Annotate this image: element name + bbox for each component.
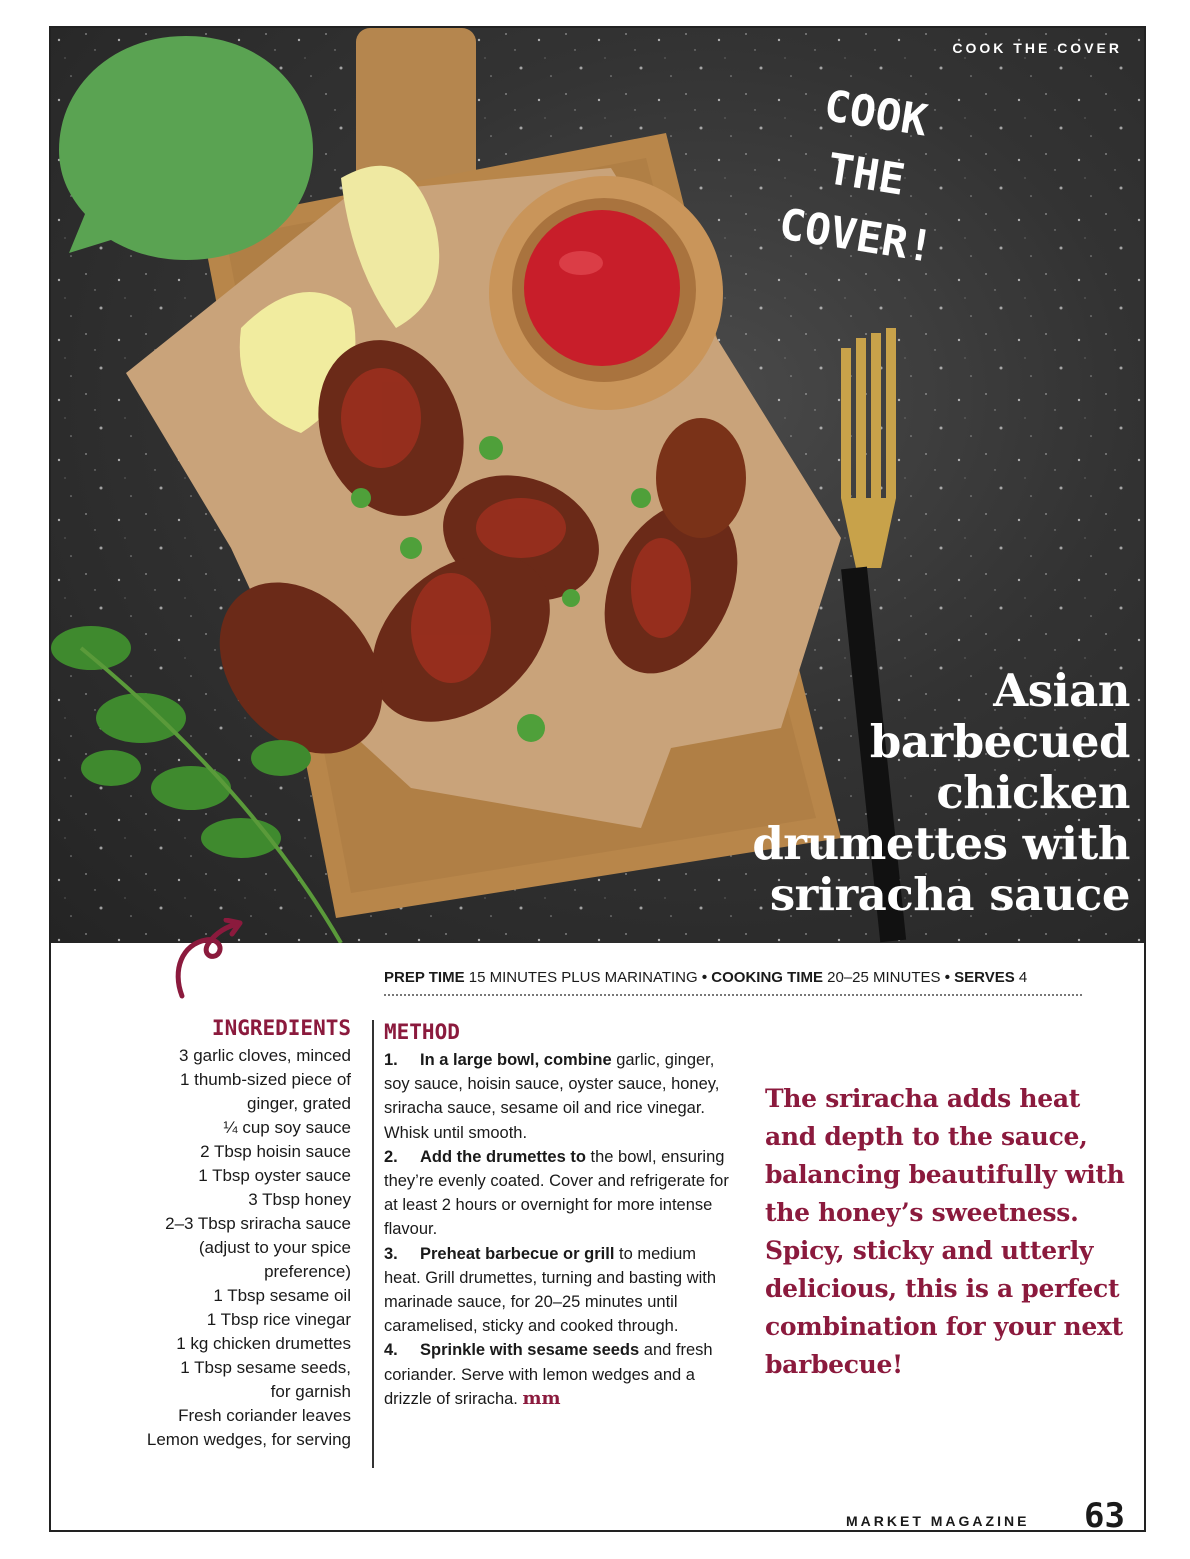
- step-number: 3.: [384, 1244, 398, 1263]
- step-text: and fresh coriander. Serve with lemon wedges and a drizzle of sriracha.: [384, 1341, 713, 1408]
- ingredient-item: 3 garlic cloves, minced: [179, 1046, 351, 1065]
- cook-value: 20–25 MINUTES: [827, 969, 941, 986]
- title-line: barbecued: [869, 715, 1130, 768]
- meta-separator: •: [701, 969, 708, 986]
- badge-text: [753, 68, 980, 283]
- step-number: 1.: [384, 1051, 398, 1069]
- method-steps: [384, 1048, 736, 1411]
- ingredients-list: [90, 1044, 351, 1452]
- title-line: chicken: [936, 766, 1130, 819]
- step-text: garlic, ginger, soy sauce, hoisin sauce, oyster sauce, honey, sriracha sauce, sesame oil and rice vinegar. Whisk until smooth.: [384, 1051, 720, 1142]
- section-kicker: COOK THE COVER: [952, 40, 1122, 56]
- ingredient-item: ginger, grated: [247, 1094, 351, 1113]
- step-lead: In a large bowl, combine: [420, 1051, 612, 1069]
- pull-quote: The sriracha adds heat and depth to the sauce, balancing beautifully with the honey’s sweetness. Spicy, sticky and utterly delicious, this is a perfect combination for your next barbecue!: [765, 1084, 1125, 1379]
- method-step: [384, 1048, 736, 1145]
- hero-photo: [51, 28, 1144, 943]
- ingredient-item: 3 Tbsp honey: [248, 1190, 351, 1209]
- badge-line: COOK: [820, 80, 931, 147]
- step-number: 4.: [384, 1341, 398, 1360]
- column-divider: [372, 1020, 374, 1468]
- title-line: Asian: [993, 664, 1130, 717]
- prep-value: 15 MINUTES PLUS MARINATING: [468, 969, 698, 986]
- ingredient-item: Lemon wedges, for serving: [146, 1430, 351, 1449]
- method-section: [384, 1020, 736, 1411]
- step-lead: Sprinkle with sesame seeds: [420, 1341, 640, 1360]
- ingredient-item: ¼ cup soy sauce: [223, 1118, 351, 1137]
- cook-label: COOKING TIME: [711, 969, 823, 986]
- badge-line: THE: [823, 144, 909, 206]
- method-step: [384, 1145, 736, 1242]
- step-number: 2.: [384, 1147, 398, 1166]
- curved-arrow-icon: [168, 918, 248, 1000]
- ingredient-item: (adjust to your spice: [198, 1238, 351, 1257]
- ingredient-item: preference): [264, 1262, 351, 1281]
- method-heading: METHOD: [384, 1020, 460, 1044]
- badge-line: COVER!: [775, 199, 937, 274]
- sauce-bowl: [489, 176, 723, 410]
- title-line: sriracha sauce: [769, 868, 1130, 921]
- prep-label: PREP TIME: [384, 969, 465, 986]
- ingredient-item: 1 Tbsp sesame seeds,: [180, 1358, 351, 1377]
- ingredient-item: 1 Tbsp sesame oil: [213, 1286, 351, 1305]
- ingredient-item: 2–3 Tbsp sriracha sauce: [165, 1214, 351, 1233]
- serves-label: SERVES: [954, 969, 1015, 986]
- footer-magazine-name: MARKET MAGAZINE: [846, 1513, 1030, 1529]
- ingredient-item: 1 Tbsp oyster sauce: [198, 1166, 351, 1185]
- ingredient-item: 1 Tbsp rice vinegar: [206, 1310, 351, 1329]
- cook-the-cover-badge: [51, 28, 321, 268]
- meta-separator: •: [944, 969, 950, 986]
- step-text: the bowl, ensuring they’re evenly coated. Cover and refrigerate for at least 2 hours or overnight for more intense flavour.: [384, 1147, 729, 1239]
- method-step: [384, 1338, 736, 1411]
- title-line: drumettes with: [752, 817, 1130, 870]
- step-lead: Preheat barbecue or grill: [420, 1244, 615, 1263]
- end-mark-logo: mm: [522, 1387, 561, 1409]
- step-lead: Add the drumettes to: [420, 1147, 586, 1166]
- dotted-divider: [384, 994, 1082, 996]
- ingredient-item: for garnish: [270, 1382, 351, 1401]
- ingredient-item: 1 kg chicken drumettes: [176, 1334, 351, 1353]
- step-text: to medium heat. Grill drumettes, turning and basting with marinade sauce, for 20–25 minutes until caramelised, sticky and cooked through.: [384, 1244, 717, 1336]
- serves-value: 4: [1018, 969, 1028, 986]
- ingredient-item: 2 Tbsp hoisin sauce: [200, 1142, 351, 1161]
- recipe-title: [650, 665, 1130, 920]
- ingredients-section: [90, 1016, 351, 1452]
- recipe-meta: [384, 969, 1082, 986]
- ingredient-item: 1 thumb-sized piece of: [179, 1070, 351, 1089]
- ingredients-heading: INGREDIENTS: [211, 1016, 351, 1040]
- method-step: [384, 1242, 736, 1339]
- ingredient-item: Fresh coriander leaves: [178, 1406, 351, 1425]
- page-number: 63: [1084, 1496, 1125, 1536]
